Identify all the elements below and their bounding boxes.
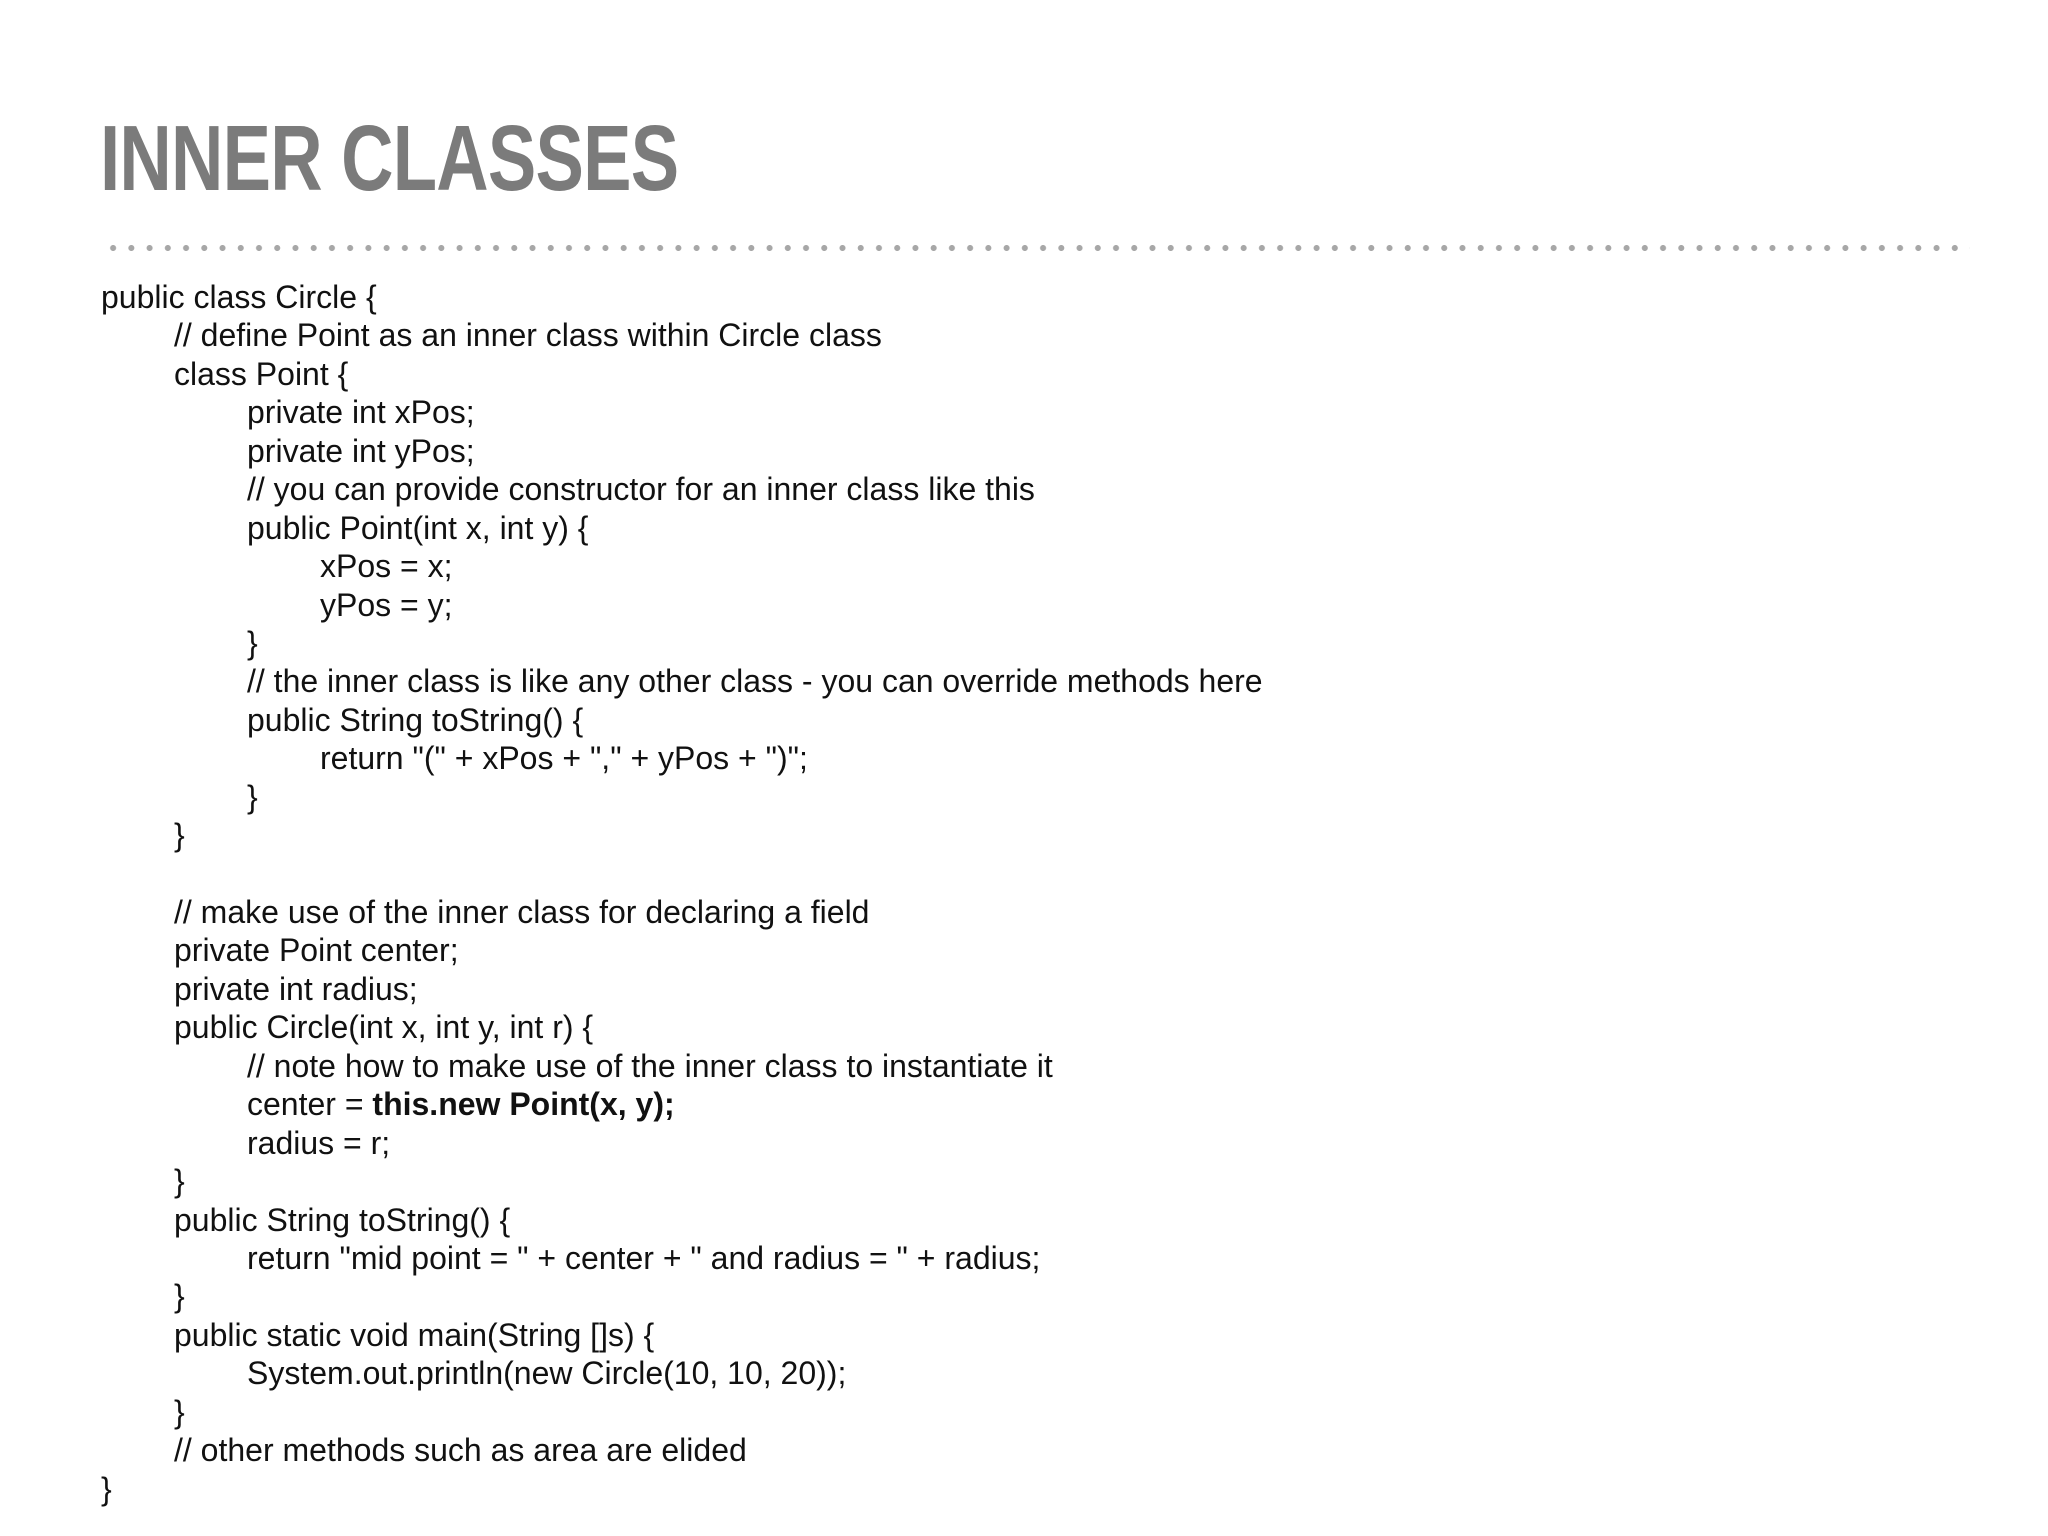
- code-line: }: [247, 778, 258, 815]
- bold-code-fragment: this.new Point(x, y);: [372, 1086, 675, 1123]
- java-code-block: [101, 278, 1961, 1508]
- code-line: public static void main(String []s) {: [174, 1316, 655, 1353]
- code-line: }: [174, 817, 185, 854]
- code-line: yPos = y;: [320, 586, 453, 623]
- code-line: private Point center;: [174, 932, 459, 969]
- slide-title: INNER CLASSES: [100, 106, 679, 210]
- code-line: return "(" + xPos + "," + yPos + ")";: [320, 740, 808, 777]
- code-fragment: center =: [247, 1086, 373, 1123]
- code-line: }: [101, 1470, 112, 1507]
- code-line: // the inner class is like any other class - you can override methods here: [247, 663, 1263, 700]
- code-line: private int xPos;: [247, 394, 475, 431]
- code-line: class Point {: [174, 355, 349, 392]
- code-line: }: [174, 1278, 185, 1315]
- code-line: // make use of the inner class for declaring a field: [174, 894, 870, 930]
- code-line: public Circle(int x, int y, int r) {: [174, 1009, 594, 1046]
- code-line: public String toString() {: [247, 701, 584, 738]
- code-line: // other methods such as area are elided: [174, 1432, 747, 1469]
- code-line: public String toString() {: [174, 1201, 511, 1238]
- code-line: radius = r;: [247, 1124, 391, 1161]
- code-line: private int radius;: [174, 970, 418, 1007]
- code-line: // you can provide constructor for an inner class like this: [247, 471, 1035, 508]
- code-line: }: [174, 1163, 185, 1200]
- code-line: // define Point as an inner class within Circle class: [174, 317, 882, 354]
- code-line: System.out.println(new Circle(10, 10, 20));: [247, 1355, 847, 1392]
- code-line: public Point(int x, int y) {: [247, 509, 589, 546]
- code-line: return "mid point = " + center + " and radius = " + radius;: [247, 1239, 1041, 1276]
- code-line: private int yPos;: [247, 432, 475, 469]
- dotted-divider: [104, 244, 1970, 252]
- code-line: xPos = x;: [320, 548, 453, 585]
- code-line: // note how to make use of the inner class to instantiate it: [247, 1047, 1053, 1084]
- blank-code-line: [101, 855, 1961, 893]
- code-line: }: [247, 624, 258, 661]
- code-line-with-bold-fragment: [101, 1085, 1961, 1123]
- code-line: public class Circle {: [101, 279, 377, 315]
- code-line: }: [174, 1393, 185, 1430]
